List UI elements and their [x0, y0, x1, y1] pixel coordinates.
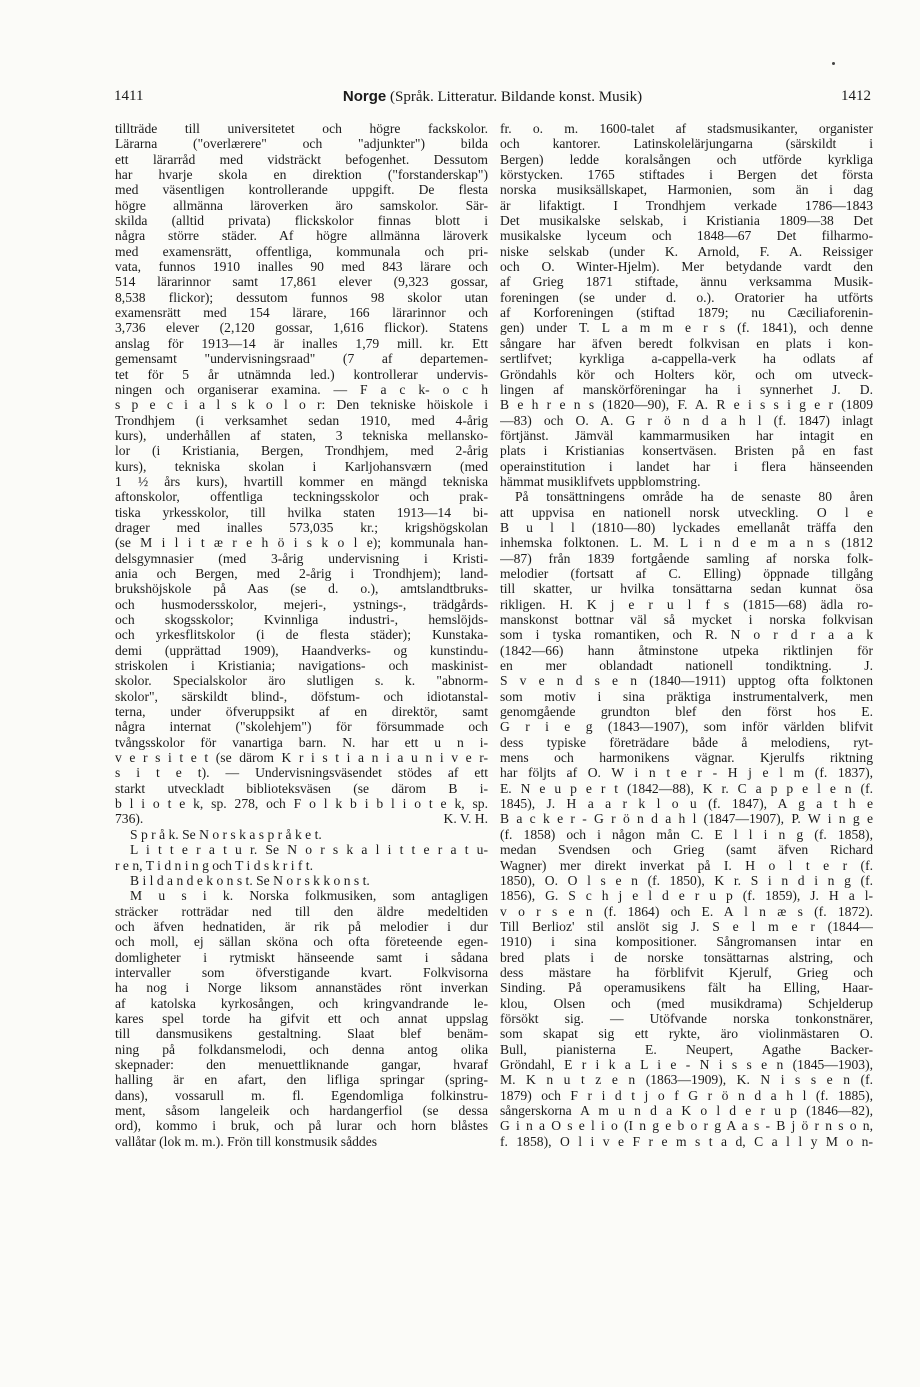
- line-text: lor (i Kristiania, Bergen, Trondhjem, med 2-årig: [115, 443, 488, 459]
- text-line: [500, 290, 873, 305]
- text-line: [115, 489, 488, 504]
- text-line: [500, 228, 873, 243]
- line-text: af katolska kyrkosången, och kringvandrande le-: [115, 995, 488, 1011]
- text-line: [115, 873, 488, 888]
- line-text: högre allmänna läroverken äro samskolor. Sär-: [115, 197, 488, 213]
- text-line: [500, 551, 873, 566]
- text-line: [115, 965, 488, 980]
- page-header: [114, 88, 871, 110]
- line-text: 1 ½ års kurs), hvartill kommer en mängd tekniska: [115, 473, 488, 489]
- line-text: mens och harmonikens vägnar. Kjerulfs riktning: [500, 750, 873, 766]
- line-text: B e h r e n s (1820—90), F. A. R e i s s i g e r (1809: [500, 397, 873, 413]
- line-text: v e r s i t e t (se därom K r i s t i a n i a u n i v e r-: [115, 750, 488, 766]
- line-text: en mer oblandadt nationell tondiktning. J.: [500, 658, 873, 674]
- text-line: [500, 121, 873, 136]
- text-line: [500, 858, 873, 873]
- text-line: [500, 842, 873, 857]
- line-text: Till Berlioz' stil anslöt sig J. S e l m e r (1844—: [500, 918, 873, 934]
- text-line: [500, 152, 873, 167]
- text-line: [115, 305, 488, 320]
- text-line: [115, 735, 488, 750]
- line-text: vallåtar (lok m. m.). Frön till konstmusik såddes: [115, 1133, 378, 1149]
- text-line: [500, 274, 873, 289]
- line-text: examensrätt med 154 lärare, 166 lärarinnor och: [115, 305, 488, 321]
- line-text: 1856), G. S c h j e l d e r u p (f. 1859), J. H a l-: [500, 888, 873, 904]
- text-line: [115, 520, 488, 535]
- line-text: är lifaktigt. I Trondhjem verkade 1786—1843: [500, 197, 873, 213]
- line-text: ania och Bergen, med 2-årig i Trondhjem); land-: [115, 565, 488, 581]
- text-line: [115, 397, 488, 412]
- text-line: [500, 888, 873, 903]
- text-line: [115, 996, 488, 1011]
- line-text: och O. Winter-Hjelm). Mer betydande vardt den: [500, 259, 873, 275]
- text-line: [115, 904, 488, 919]
- text-line: [500, 781, 873, 796]
- line-text: kurs), underhållen af staten, 3 tekniska mellansko-: [115, 427, 488, 443]
- line-text: som skapat sig ett rykte, äro violinmästaren O.: [500, 1026, 873, 1042]
- line-text: B i l d a n d e k o n s t. Se N o r s k k o n s t.: [130, 872, 370, 888]
- text-line: [115, 796, 488, 811]
- line-text: lingen af manskörföreningar ha i synnerhet J. D.: [500, 381, 873, 397]
- line-text: och skogsskolor; Kvinnliga industri-, hemslöjds-: [115, 612, 488, 627]
- text-line: [500, 689, 873, 704]
- text-line: [115, 704, 488, 719]
- text-line: [500, 336, 873, 351]
- text-line: [500, 1042, 873, 1057]
- line-text: B u l l (1810—80) lyckades emellanåt träffa den: [500, 519, 873, 535]
- text-line: [115, 919, 488, 934]
- line-text: f. 1858), O l i v e F r e m s t a d, C a l l y M o n-: [500, 1133, 873, 1149]
- text-line: [115, 811, 488, 826]
- line-text: G r i e g (1843—1907), som inför världen blifvit: [500, 719, 873, 735]
- text-line: [500, 320, 873, 335]
- line-text: 736).: [115, 811, 144, 827]
- line-text: till dansmusikens gestaltning. Slaat blef benäm-: [115, 1026, 488, 1042]
- line-text: som i tyska romantiken, och R. N o r d r a a k: [500, 627, 873, 643]
- line-text: skilda (alltid privata) flickskolor finnas blott i: [115, 213, 488, 229]
- line-text: Lärarna ("overlærere" och "adjunkter") bilda: [115, 136, 488, 152]
- text-line: [115, 1057, 488, 1072]
- line-text: delsgymnasier (med 3-årig undervisning i Kristi-: [115, 550, 488, 566]
- text-line: [115, 244, 488, 259]
- text-line: [115, 1118, 488, 1133]
- text-line: [500, 581, 873, 596]
- page-speck: [832, 62, 835, 65]
- line-text: s i t e t). — Undervisningsväsendet stödes af ett: [115, 765, 488, 781]
- text-line: [115, 858, 488, 873]
- text-line: [115, 1042, 488, 1057]
- line-text: gemensamt "undervisningsraad" (7 af departemen-: [115, 351, 488, 367]
- text-line: [500, 428, 873, 443]
- text-line: [115, 367, 488, 382]
- text-line: [115, 290, 488, 305]
- line-text: drager med inalles 573,035 kr.; krigshögskolan: [115, 519, 488, 535]
- text-line: [115, 581, 488, 596]
- line-text: ning på folkdansmelodi, och denna antog olika: [115, 1041, 488, 1057]
- text-line: [500, 965, 873, 980]
- text-line: [500, 566, 873, 581]
- line-text: med väsentligen kontrollerande uppgift. De flesta: [115, 182, 488, 198]
- text-line: [115, 950, 488, 965]
- line-text: G i n a O s e l i o (I n g e b o r g A a s - B j ö r n s o n,: [500, 1118, 873, 1134]
- line-text: (se M i l i t æ r e h ö i s k o l e); kommunala han-: [115, 535, 488, 551]
- left-column: [115, 121, 488, 1149]
- line-text: har följts af O. W i n t e r - H j e l m (f. 1837),: [500, 765, 873, 781]
- line-text: halling är en afart, den lifliga springar (spring-: [115, 1072, 488, 1088]
- line-text: niske selskab (under K. Arnold, F. A. Reissiger: [500, 243, 873, 259]
- text-line: [115, 535, 488, 550]
- line-text: dess mästare ha förblifvit Kjerulf, Grieg och: [500, 964, 873, 980]
- line-text: terna, under öfveruppsikt af en direktör, samt: [115, 704, 488, 720]
- text-line: [115, 689, 488, 704]
- text-line: [115, 980, 488, 995]
- line-text: sångare har äfven beredt folkvisan en plats i kon-: [500, 335, 873, 351]
- line-text: s p e c i a l s k o l o r: Den tekniske höiskole i: [115, 397, 488, 413]
- text-line: [500, 996, 873, 1011]
- text-line: [115, 566, 488, 581]
- line-text: Bergen) ledde koralsången och utförde kyrkliga: [500, 151, 873, 167]
- text-line: [500, 382, 873, 397]
- line-text: Sinding. På operamusikens fält ha Elling, Haar-: [500, 980, 873, 996]
- line-text: r e n, T i d n i n g och T i d s k r i f t.: [115, 857, 313, 873]
- line-text: (1842—66) hann åtminstone utpeka riktlinjen för: [500, 642, 873, 658]
- text-line: [500, 980, 873, 995]
- running-title: [114, 88, 871, 106]
- line-text: domligheter i rytmiskt hänseende samt i sådana: [115, 949, 488, 965]
- line-text: af Korforeningen (stiftad 1879; nu Cæciliaforenin-: [500, 305, 873, 321]
- text-line: [115, 413, 488, 428]
- line-text: (f. 1858) och i någon mån C. E l l i n g (f. 1858),: [500, 826, 873, 842]
- text-line: [500, 305, 873, 320]
- line-text: L i t t e r a t u r. Se N o r s k a l i t t e r a t u-: [130, 842, 488, 858]
- text-line: [115, 259, 488, 274]
- line-text: att uppvisa en nationell norsk utveckling. O l e: [500, 504, 873, 520]
- line-text: 1845), J. H a a r k l o u (f. 1847), A g a t h e: [500, 796, 873, 812]
- text-line: [115, 136, 488, 151]
- line-text: kurs), tekniska skolan i Karljohansværn (med: [115, 458, 488, 474]
- text-line: [500, 612, 873, 627]
- text-line: [115, 459, 488, 474]
- line-text: manskonst bottnar väl så mycket i norska folkvisan: [500, 612, 873, 627]
- line-text: tvångsskolor för vanartiga barn. N. har ett u n i-: [115, 734, 488, 750]
- text-line: [115, 274, 488, 289]
- text-line: [500, 1118, 873, 1133]
- text-line: [500, 1057, 873, 1072]
- line-text: hämmat musiklifvets uppblomstring.: [500, 473, 701, 489]
- text-line: [115, 1026, 488, 1041]
- line-text: sångerskorna A m u n d a K o l d e r u p (1846—82),: [500, 1103, 873, 1118]
- text-line: [500, 1011, 873, 1026]
- text-line: [115, 382, 488, 397]
- line-text: —83) och O. A. G r ö n d a h l (f. 1847) inlagt: [500, 412, 873, 428]
- line-text: och husmodersskolor, mejeri-, ystnings-, trädgårds-: [115, 596, 488, 612]
- text-line: [500, 198, 873, 213]
- line-text: Bull, pianisterna E. Neupert, Agathe Backer-: [500, 1041, 873, 1057]
- line-text: medan Svendsen och Grieg (samt äfven Richard: [500, 842, 873, 858]
- line-text: med examensrätt, offentliga, kommunala och pri-: [115, 243, 488, 259]
- text-line: [500, 919, 873, 934]
- line-text: fr. o. m. 1600-talet af stadsmusikanter, organister: [500, 121, 873, 136]
- text-line: [500, 1103, 873, 1118]
- text-line: [115, 842, 488, 857]
- text-line: [500, 520, 873, 535]
- text-line: [115, 673, 488, 688]
- line-text: ment, såsom langeleik och hardangerfiol (se dessa: [115, 1103, 488, 1118]
- text-line: [115, 152, 488, 167]
- text-line: [500, 658, 873, 673]
- line-text: några större städer. Af högre allmänna läroverk: [115, 228, 488, 244]
- line-text: Det musikalske selskab, i Kristiania 1809—38 Det: [500, 213, 873, 229]
- text-line: [500, 535, 873, 550]
- line-text: 8,538 flickor); dessutom funnos 98 skolor utan: [115, 289, 488, 305]
- text-line: [500, 643, 873, 658]
- text-line: [115, 428, 488, 443]
- line-text: 1879) och F r i d t j o f G r ö n d a h l (f. 1885),: [500, 1087, 873, 1103]
- line-text: försökt sig. — Utöfvande norska tonkonstnärer,: [500, 1010, 873, 1026]
- line-text: skolor", särskildt blind-, döfstum- och idiotanstal-: [115, 688, 488, 704]
- text-line: [500, 673, 873, 688]
- line-text: M u s i k. Norska folkmusiken, som antagligen: [130, 888, 488, 904]
- line-text: några internat ("skolehjem") för försummade och: [115, 719, 488, 735]
- text-line: [115, 167, 488, 182]
- line-text: plats i Kristianias konsertväsen. Bristen på en fast: [500, 443, 873, 459]
- line-text: tillträde till universitetet och högre fackskolor.: [115, 121, 488, 136]
- line-text: dans), vossarull m. fl. Egendomliga folkinstru-: [115, 1087, 488, 1103]
- text-line: [500, 904, 873, 919]
- line-text: Trondhjem (i verksamhet sedan 1910, med 4-årig: [115, 412, 488, 428]
- line-text: ord), kommo i bruk, och på lurar och horn blåstes: [115, 1118, 488, 1134]
- text-line: [500, 397, 873, 412]
- line-text: anslag för 1913—14 är inalles 1,79 mill. kr. Ett: [115, 335, 488, 351]
- line-text: dess typiske företrädare både å melodiens, ryt-: [500, 734, 873, 750]
- line-text: demi (upprättad 1909), Haandverks- og kunstindu-: [115, 642, 488, 658]
- text-line: [115, 351, 488, 366]
- text-line: [500, 873, 873, 888]
- line-text: vata, funnos 1910 inalles 90 med 843 lärare och: [115, 259, 488, 275]
- line-text: ningen och organiserar examina. — F a c k- o c h: [115, 381, 488, 397]
- text-line: [500, 244, 873, 259]
- text-line: [115, 320, 488, 335]
- line-text: S v e n d s e n (1840—1911) upptog ofta folktonen: [500, 673, 873, 689]
- text-line: [500, 1134, 873, 1149]
- line-text: B a c k e r - G r ö n d a h l (1847—1907), P. W i n g e: [500, 811, 873, 827]
- text-line: [115, 474, 488, 489]
- line-text: operainstitution i landet har i flera hänseenden: [500, 458, 873, 474]
- author-signature: K. V. H.: [443, 811, 488, 827]
- text-line: [500, 597, 873, 612]
- running-title-bold: Norge: [342, 88, 387, 105]
- text-line: [115, 228, 488, 243]
- page-number-left: 1411: [114, 88, 144, 104]
- line-text: På tonsättningens område ha de senaste 80 åren: [515, 489, 873, 505]
- text-line: [115, 643, 488, 658]
- text-line: [115, 781, 488, 796]
- line-text: E. N e u p e r t (1842—88), K r. C a p p e l e n (f.: [500, 780, 873, 796]
- text-line: [115, 612, 488, 627]
- line-text: intervaller som öfverstigande kvart. Folkvisorna: [115, 964, 488, 980]
- line-text: norska musiksällskapet, Harmonien, som än i dag: [500, 182, 873, 198]
- text-line: [500, 443, 873, 458]
- text-line: [115, 551, 488, 566]
- text-line: [500, 950, 873, 965]
- text-line: [115, 1134, 488, 1149]
- text-line: [115, 213, 488, 228]
- line-text: genomgående grundton blef den först hos E.: [500, 704, 873, 720]
- line-text: bred plats i de norske tonsättarnas alstring, och: [500, 949, 873, 965]
- text-line: [500, 213, 873, 228]
- text-line: [500, 704, 873, 719]
- line-text: ett lärarråd med vidsträckt befogenhet. Dessutom: [115, 151, 488, 167]
- text-line: [115, 934, 488, 949]
- text-line: [115, 505, 488, 520]
- line-text: 514 lärarinnor samt 17,861 elever (9,323 gossar,: [115, 274, 488, 290]
- line-text: ha nog i Norge liksom annanstädes rönt inverkan: [115, 980, 488, 996]
- text-line: [115, 182, 488, 197]
- line-text: sertlifvet; kyrkliga a-cappella-verk ha odlats af: [500, 351, 873, 367]
- text-line: [500, 735, 873, 750]
- text-line: [115, 1088, 488, 1103]
- right-column: [500, 121, 873, 1149]
- text-line: [500, 167, 873, 182]
- line-text: —87) från 1839 fortgående samling af norska folk-: [500, 550, 873, 566]
- text-line: [500, 765, 873, 780]
- line-text: brukshöjskole på Aas (se d. o.), amtslandtbruks-: [115, 581, 488, 597]
- text-line: [115, 336, 488, 351]
- line-text: gen) under T. L a m m e r s (f. 1841), och denne: [500, 320, 873, 336]
- line-text: rikligen. H. K j e r u l f s (1815—68) ädla ro-: [500, 596, 873, 612]
- text-line: [115, 597, 488, 612]
- text-line: [500, 259, 873, 274]
- text-line: [500, 459, 873, 474]
- text-line: [115, 1103, 488, 1118]
- text-line: [500, 719, 873, 734]
- text-line: [115, 443, 488, 458]
- running-title-rest: (Språk. Litteratur. Bildande konst. Musik): [386, 89, 643, 105]
- line-text: foreningen (se under d. o.). Oratorier ha utförts: [500, 289, 873, 305]
- line-text: inhemska folktonen. L. M. L i n d e m a n s (1812: [500, 535, 873, 551]
- text-line: [500, 1088, 873, 1103]
- line-text: klou, Olsen och (med musikdrama) Schjelderup: [500, 995, 873, 1011]
- line-text: 1910) i sina kompositioner. Sångromansen intar en: [500, 934, 873, 950]
- line-text: sträcker rotträdar ned till den äldre medeltiden: [115, 903, 488, 919]
- text-line: [500, 489, 873, 504]
- line-text: M. K n u t z e n (1863—1909), K. N i s s e n (f.: [500, 1072, 873, 1088]
- line-text: till skatter, ur hvilka tonsättarna sedan kunnat ösa: [500, 581, 873, 597]
- text-line: [115, 121, 488, 136]
- line-text: kares spel torde ha gifvit ett och annat uppslag: [115, 1010, 488, 1026]
- line-text: som motiv i sina präktiga instrumentalverk, men: [500, 688, 873, 704]
- text-line: [500, 1026, 873, 1041]
- text-line: [500, 627, 873, 642]
- line-text: och äfven hednatiden, är rik på melodier i dur: [115, 918, 488, 934]
- line-text: och moll, ej sällan sköna och ofta företeende egen-: [115, 934, 488, 950]
- text-line: [500, 750, 873, 765]
- page-number-right: 1412: [841, 88, 871, 104]
- text-line: [500, 136, 873, 151]
- line-text: och kantorer. Latinskolelärjungarna (särskildt i: [500, 136, 873, 152]
- text-line: [500, 182, 873, 197]
- line-text: skepnader: den menuettliknande gangar, hvaraf: [115, 1056, 488, 1072]
- text-line: [500, 505, 873, 520]
- line-text: striskolen i Kristiania; navigations- och maskinist-: [115, 658, 488, 674]
- text-line: [115, 750, 488, 765]
- line-text: musikalske lyceum och 1848—67 Det filharmo-: [500, 228, 873, 244]
- line-text: Gröndahls kör och Holters kör, och om utveck-: [500, 366, 873, 382]
- line-text: Wagner) mer direkt inverkat på I. H o l t e r (f.: [500, 857, 873, 873]
- text-line: [115, 1011, 488, 1026]
- line-text: af Grieg 1871 stiftade, ännu verksamma Musik-: [500, 274, 873, 290]
- line-text: skolor. Specialskolor äro slutligen s. k. "abnorm-: [115, 673, 488, 689]
- line-text: och yrkesflitskolor (i de flesta städer); Kunstaka-: [115, 627, 488, 643]
- text-line: [115, 658, 488, 673]
- text-line: [500, 1072, 873, 1087]
- text-line: [115, 765, 488, 780]
- line-text: körstycken. 1765 stiftades i Bergen det första: [500, 167, 873, 183]
- line-text: tet för 5 år utnämnda led.) kontrollerar undervis-: [115, 366, 488, 382]
- line-text: v o r s e n (f. 1864) och E. A l n æ s (f. 1872).: [500, 903, 873, 919]
- text-line: [115, 719, 488, 734]
- text-line: [500, 413, 873, 428]
- line-text: b l i o t e k, sp. 278, och F o l k b i b l i o t e k, sp.: [115, 796, 488, 812]
- text-line: [115, 827, 488, 842]
- text-line: [500, 351, 873, 366]
- line-text: 3,736 elever (2,120 gossar, 1,616 flickor). Statens: [115, 320, 488, 336]
- text-line: [500, 811, 873, 826]
- text-line: [115, 1072, 488, 1087]
- text-line: [115, 198, 488, 213]
- line-text: S p r å k. Se N o r s k a s p r å k e t.: [130, 826, 322, 842]
- text-line: [115, 888, 488, 903]
- text-line: [115, 627, 488, 642]
- line-text: tiska yrkesskolor, till hvilka staten 1913—14 bi-: [115, 504, 488, 520]
- line-text: har hvarje skola en direktion ("forstanderskap"): [115, 167, 488, 183]
- line-text: aftonskolor, offentliga teckningsskolor och prak-: [115, 489, 488, 505]
- line-text: Gröndahl, E r i k a L i e - N i s s e n (1845—1903),: [500, 1056, 873, 1072]
- text-line: [500, 796, 873, 811]
- text-line: [500, 367, 873, 382]
- line-text: melodier (fortsatt af C. Elling) öppnade tillgång: [500, 565, 873, 581]
- text-line: [500, 934, 873, 949]
- line-text: förtjänst. Jämväl kammarmusiken har intagit en: [500, 427, 873, 443]
- line-text: starkt utveckladt biblioteksväsen (se därom B i-: [115, 780, 488, 796]
- text-line: [500, 474, 873, 489]
- line-text: 1850), O. O l s e n (f. 1850), K r. S i n d i n g (f.: [500, 872, 873, 888]
- text-line: [500, 827, 873, 842]
